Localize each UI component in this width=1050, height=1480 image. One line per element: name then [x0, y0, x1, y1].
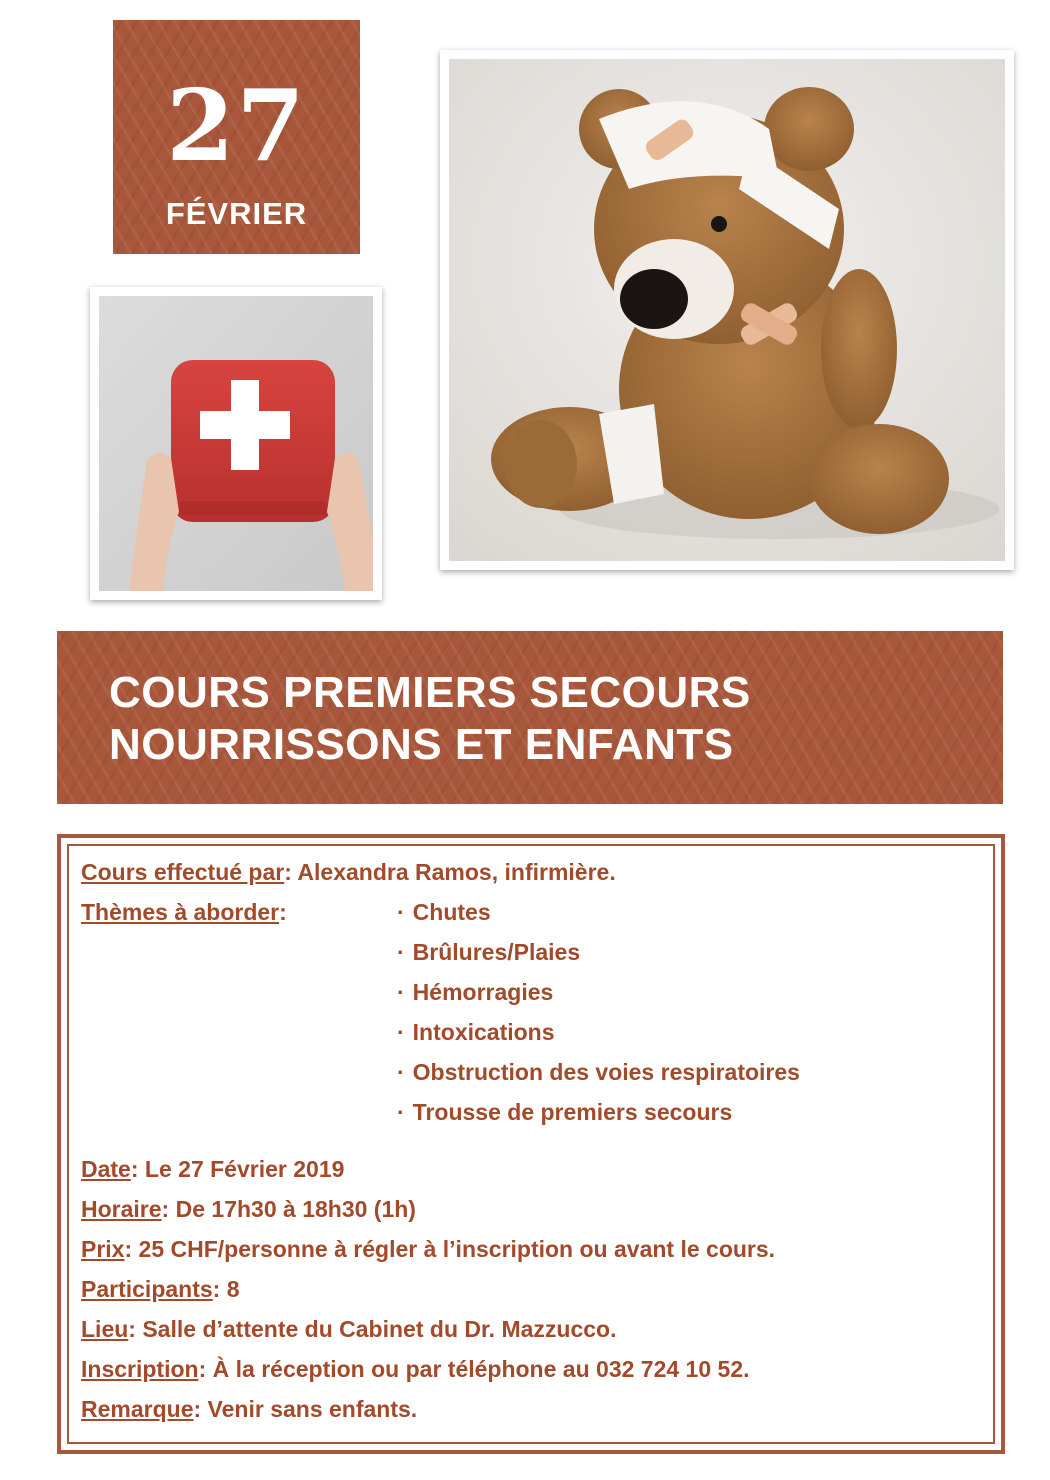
title-line-2: NOURRISSONS ET ENFANTS	[109, 720, 734, 769]
theme-item: · Chutes	[397, 899, 491, 925]
theme-item: · Intoxications	[397, 1019, 555, 1045]
date-day: 27	[166, 69, 307, 184]
info-frame-inner-border	[67, 844, 995, 1444]
theme-item: · Obstruction des voies respiratoires	[397, 1059, 800, 1085]
detail-row-date: Date: Le 27 Février 2019	[81, 1156, 345, 1182]
date-month: FÉVRIER	[165, 196, 308, 231]
first-aid-kit-illustration	[99, 296, 373, 591]
instructor-row: Cours effectué par: Alexandra Ramos, infirmière.	[81, 859, 616, 885]
detail-row-prix: Prix: 25 CHF/personne à régler à l’inscription ou avant le cours.	[81, 1236, 776, 1262]
detail-row-participants: Participants: 8	[81, 1276, 240, 1302]
theme-item: · Brûlures/Plaies	[397, 939, 581, 965]
date-badge	[113, 20, 360, 254]
detail-row-lieu: Lieu: Salle d’attente du Cabinet du Dr. Mazzucco.	[81, 1316, 617, 1342]
detail-row-horaire: Horaire: De 17h30 à 18h30 (1h)	[81, 1196, 416, 1222]
first-aid-kit-photo	[90, 287, 382, 600]
themes-row: Thèmes à aborder:	[81, 899, 287, 925]
teddy-bear-photo	[440, 50, 1014, 570]
title-banner	[57, 631, 1003, 804]
theme-item: · Hémorragies	[397, 979, 554, 1005]
instructor-value: Alexandra Ramos, infirmière.	[297, 859, 616, 885]
detail-row-remarque: Remarque: Venir sans enfants.	[81, 1396, 418, 1422]
bandaged-teddy-bear-illustration	[449, 59, 1005, 561]
themes-label: Thèmes à aborder	[81, 899, 280, 925]
detail-row-inscription: Inscription: À la réception ou par téléphone au 032 724 10 52.	[81, 1356, 750, 1382]
theme-item: · Trousse de premiers secours	[397, 1099, 733, 1125]
title-line-1: COURS PREMIERS SECOURS	[109, 668, 751, 717]
instructor-label: Cours effectué par	[81, 859, 285, 885]
